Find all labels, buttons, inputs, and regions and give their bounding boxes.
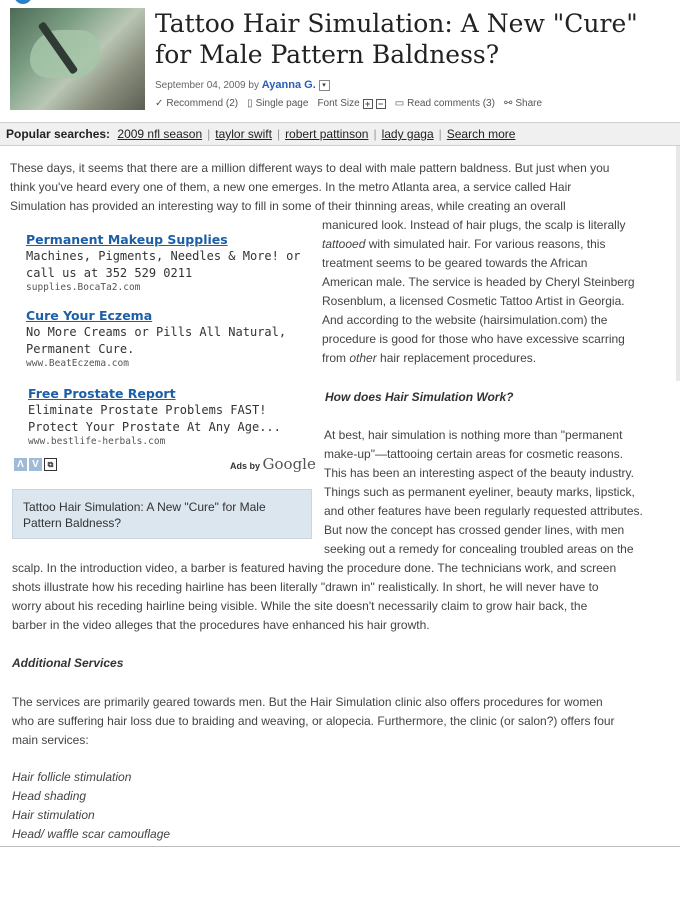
body-text-line: who are suffering hair loss due to braiding and weaving, or alopecia. Furthermore, the clinic (or salon?) offers four [12,714,615,728]
service-item [12,825,170,844]
checkmark-icon: ✓ [155,98,164,109]
ads-by-label: Ads by [230,461,261,471]
ad-next-button[interactable]: V [29,458,42,471]
service-item [12,806,95,825]
ad-text: Machines, Pigments, Needles & More! or [26,249,301,263]
body-text-segment: hair replacement procedures. [376,351,537,365]
font-size-control [317,98,385,109]
google-logo: Google [262,455,316,473]
body-text-line: But now the concept has crossed gender lines, with men [324,523,625,537]
body-text-line: main services: [12,733,89,747]
popular-search-link[interactable]: robert pattinson [285,127,369,141]
ad-text: No More Creams or Pills All Natural, [26,325,287,339]
body-text-segment: from [322,351,350,365]
service-item [12,768,131,787]
service-item-text: Hair follicle stimulation [12,770,132,784]
author-link[interactable]: Ayanna G. [261,79,316,91]
ad-title-link[interactable]: Cure Your Eczema [26,308,153,323]
google-ads-block [10,226,316,481]
article-date: September 04, 2009 [155,80,246,91]
ad-item [26,308,306,369]
separator: | [207,127,211,141]
body-text-line [322,349,536,368]
ad-title-link[interactable]: Permanent Makeup Supplies [26,232,228,247]
body-text-line: manicured look. Instead of hair plugs, the scalp is literally [322,218,626,232]
ad-text: Permanent Cure. [26,342,135,356]
ad-text: Eliminate Prostate Problems FAST! [28,403,267,417]
recommend-label: Recommend (2) [166,98,239,109]
body-text-line: Simulation has provided an interesting way to fill in some of their thinning areas, while creating an overall [10,199,566,213]
byline [155,79,330,91]
separator: | [373,127,377,141]
popular-search-link[interactable]: 2009 nfl season [117,127,203,141]
popular-searches-bar [0,122,680,146]
article-header [0,0,680,120]
service-item [12,787,86,806]
separator: | [276,127,281,141]
single-page-label: Single page [255,98,309,109]
emphasis-text: tattooed [322,237,366,251]
body-text-line: This has been an interesting aspect of the beauty industry. [324,466,634,480]
read-comments-button[interactable] [395,98,495,109]
body-text-line: make-up"—tattooing certain areas for cosmetic reasons. [324,447,624,461]
ad-text: call us at 352 529 0211 [26,266,193,280]
ad-url[interactable]: www.BeatEczema.com [26,358,129,369]
ad-prev-button[interactable]: Λ [14,458,27,471]
body-text-line: Rosenblum, a licensed Cosmetic Tattoo Artist in Georgia. [322,294,625,308]
body-text-line: And according to the website (hairsimulation.com) the [322,313,608,327]
article-title: Tattoo Hair Simulation: A New "Cure" for Male Pattern Baldness? [155,9,638,69]
font-increase-button[interactable]: + [363,99,373,109]
body-text-line: worry about his receding hairline being visible. While the site doesn't necessarily claim to grow hair back, the [12,599,588,613]
body-text-line: Things such as permanent eyeliner, beauty marks, lipstick, [324,485,635,499]
body-text-line: American male. The service is headed by Cheryl Steinberg [322,275,635,289]
body-text-line: scalp. In the introduction video, a barber is featured having the procedure done. The technicians work, and screen [12,561,617,575]
body-text-line: think you've heard every one of them, a new one emerges. In the metro Atlanta area, a service called Hair [10,180,572,194]
body-text-line: and other features have been regularly requested attributes. [324,504,643,518]
image-caption-box: Tattoo Hair Simulation: A New "Cure" for Male Pattern Baldness? [12,489,312,539]
ad-title-link[interactable]: Free Prostate Report [28,386,176,401]
body-text-line: seeking out a remedy for concealing troubled areas on the [324,542,634,556]
author-menu-button[interactable]: ▾ [319,80,330,91]
share-button[interactable] [504,98,542,109]
scrollbar-track[interactable] [676,146,680,381]
recommend-button[interactable] [155,98,238,109]
separator: | [438,127,442,141]
service-item-text: Head shading [12,789,87,803]
article-toolbar [155,98,542,109]
ad-controls [14,458,57,471]
article-thumbnail [10,8,145,110]
body-text-line: The services are primarily geared towards men. But the Hair Simulation clinic also offers procedures for women [12,695,603,709]
popular-searches-label: Popular searches: [6,127,111,141]
ad-url[interactable]: www.bestlife-herbals.com [28,436,166,447]
body-text-line: At best, hair simulation is nothing more than "permanent [324,428,623,442]
body-text-line: barber in the video alleges that the procedures have enhanced his hair growth. [12,618,430,632]
share-label: Share [515,98,543,109]
body-text-line: procedure is good for those who have excessive scarring [322,332,625,346]
page-icon: ▯ [247,98,253,109]
font-size-label: Font Size [317,98,360,109]
popular-search-link[interactable]: lady gaga [381,127,434,141]
divider [0,846,680,847]
emphasis-text: other [349,351,377,365]
ad-url[interactable]: supplies.BocaTa2.com [26,282,141,293]
byline-by: by [248,80,259,91]
site-logo-icon[interactable] [14,0,32,4]
read-comments-label: Read comments (3) [407,98,495,109]
body-text-line: shots illustrate how his receding hairline has been literally "drawn in" realistically. In short, he will never have to [12,580,599,594]
new-window-icon[interactable]: ⧉ [44,458,57,471]
ad-text: Protect Your Prostate At Any Age... [28,420,281,434]
font-decrease-button[interactable]: − [376,99,386,109]
section-heading-additional: Additional Services [12,656,124,670]
body-text-segment: with simulated hair. For various reasons, this [365,237,606,251]
search-more-link[interactable]: Search more [446,127,516,141]
service-item-text: Hair stimulation [12,808,95,822]
service-item-text: Head/ waffle scar camouflage [12,827,171,841]
body-text-line [322,235,605,254]
body-text-line: These days, it seems that there are a million different ways to deal with male pattern baldness. But just when you [10,161,610,175]
ad-item [26,232,306,293]
popular-search-link[interactable]: taylor swift [215,127,272,141]
body-text-line: treatment seems to be geared towards the African [322,256,588,270]
share-icon: ⚯ [503,98,513,109]
section-heading-how: How does Hair Simulation Work? [325,390,514,404]
ads-by-google[interactable] [230,455,316,473]
ad-item [28,386,308,447]
comment-bubble-icon: ▭ [394,98,405,109]
single-page-button[interactable] [247,98,308,109]
